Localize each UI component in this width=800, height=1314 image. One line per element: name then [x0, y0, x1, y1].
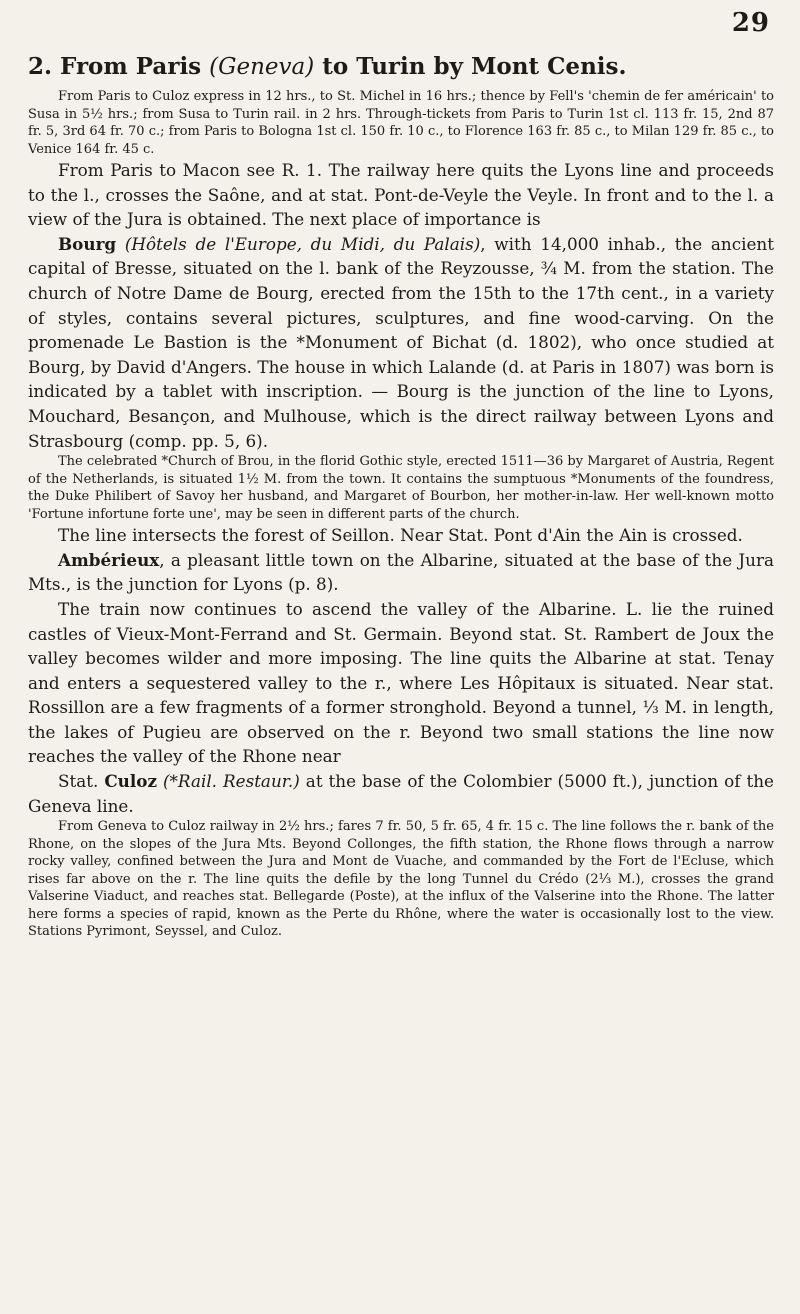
culoz-text: at the base of the Colombier (5000 ft.), junction of the Geneva line.	[28, 771, 774, 816]
paragraph-culoz	[28, 769, 774, 818]
heading-suffix: to Turin by Mont Cenis.	[322, 53, 627, 80]
heading-prefix: 2. From Paris	[28, 53, 202, 80]
bourg-name: Bourg	[58, 233, 117, 254]
page-number: 29	[731, 8, 770, 38]
bourg-hotels: (Hôtels de l'Europe, du Midi, du Palais)	[124, 233, 481, 254]
route-heading	[28, 52, 774, 82]
culoz-name: Culoz	[104, 771, 157, 792]
brou-note: The celebrated *Church of Brou, in the florid Gothic style, erected 1511—36 by Margaret of Austria, Regent of the Netherlands, is situated 1½ M. from the town. It contains the sumptuous *Monuments of the foundress, the Duke Philibert of Savoy her husband, and Margaret of Bourbon, her mother-in-law. Her well-known motto 'Fortune infortune forte une', may be seen in different parts of the church.	[28, 454, 774, 522]
amberieux-name: Ambérieux	[58, 549, 160, 570]
paragraph-bourg	[28, 232, 774, 453]
page-content	[28, 52, 774, 941]
paragraph-amberieux	[28, 548, 774, 597]
bourg-text: , with 14,000 inhab., the ancient capital of Bresse, situated on the l. bank of the Reyzousse, ¾ M. from the station. The church of Notre Dame de Bourg, erected from the 15th to the 17th cent., in a variety of styles, contains several pictures, sculptures, and fine wood-carving. On the promenade Le Bastion is the *Monument of Bichat (d. 1802), who once studied at Bourg, by David d'Angers. The house in which Lalande (d. at Paris in 1807) was born is indicated by a tablet with inscription. — Bourg is the junction of the line to Lyons, Mouchard, Besançon, and Mulhouse, which is the direct railway between Lyons and Strasbourg (comp. pp. 5, 6).	[28, 233, 774, 451]
paragraph-seillon: The line intersects the forest of Seillon. Near Stat. Pont d'Ain the Ain is crossed.	[58, 525, 743, 546]
routes-note: From Paris to Culoz express in 12 hrs., to St. Michel in 16 hrs.; thence by Fell's 'chemin de fer américain' to Susa in 5½ hrs.; from Susa to Turin rail. in 2 hrs. Through-tickets from Paris to Turin 1st cl. 113 fr. 15, 2nd 87 fr. 5, 3rd 64 fr. 70 c.; from Paris to Bologna 1st cl. 150 fr. 10 c., to Florence 163 fr. 85 c., to Milan 129 fr. 85 c., to Venice 164 fr. 45 c.	[28, 89, 774, 157]
paragraph-macon: From Paris to Macon see R. 1. The railway here quits the Lyons line and proceeds to the l., crosses the Saône, and at stat. Pont-de-Veyle the Veyle. In front and to the l. a view of the Jura is obtained. The next place of importance is	[28, 160, 774, 230]
heading-via: (Geneva)	[209, 54, 315, 80]
paragraph-albarine: The train now continues to ascend the valley of the Albarine. L. lie the ruined castles of Vieux-Mont-Ferrand and St. Germain. Beyond stat. St. Rambert de Joux the valley becomes wilder and more imposing. The line quits the Albarine at stat. Tenay and enters a sequestered valley to the r., where Les Hôpitaux is situated. Near stat. Rossillon are a few fragments of a former stronghold. Beyond a tunnel, ⅓ M. in length, the lakes of Pugieu are observed on the r. Beyond two small stations the line now reaches the valley of the Rhone near	[28, 598, 774, 767]
culoz-lead: Stat.	[58, 771, 99, 792]
culoz-restaurant: (*Rail. Restaur.)	[162, 771, 300, 792]
amberieux-text: , a pleasant little town on the Albarine, situated at the base of the Jura Mts., is the junction for Lyons (p. 8).	[28, 549, 774, 595]
geneva-note: From Geneva to Culoz railway in 2½ hrs.; fares 7 fr. 50, 5 fr. 65, 4 fr. 15 c. The line follows the r. bank of the Rhone, on the slopes of the Jura Mts. Beyond Collonges, the fifth station, the Rhone flows through a narrow rocky valley, confined between the Jura and Mont de Vuache, and commanded by the Fort de l'Ecluse, which rises far above on the r. The line quits the defile by the long Tunnel du Crédo (2⅓ M.), crosses the grand Valserine Viaduct, and reaches stat. Bellegarde (Poste), at the influx of the Valserine into the Rhone. The latter here forms a species of rapid, known as the Perte du Rhône, where the water is occasionally lost to the view. Stations Pyrimont, Seyssel, and Culoz.	[28, 819, 774, 940]
